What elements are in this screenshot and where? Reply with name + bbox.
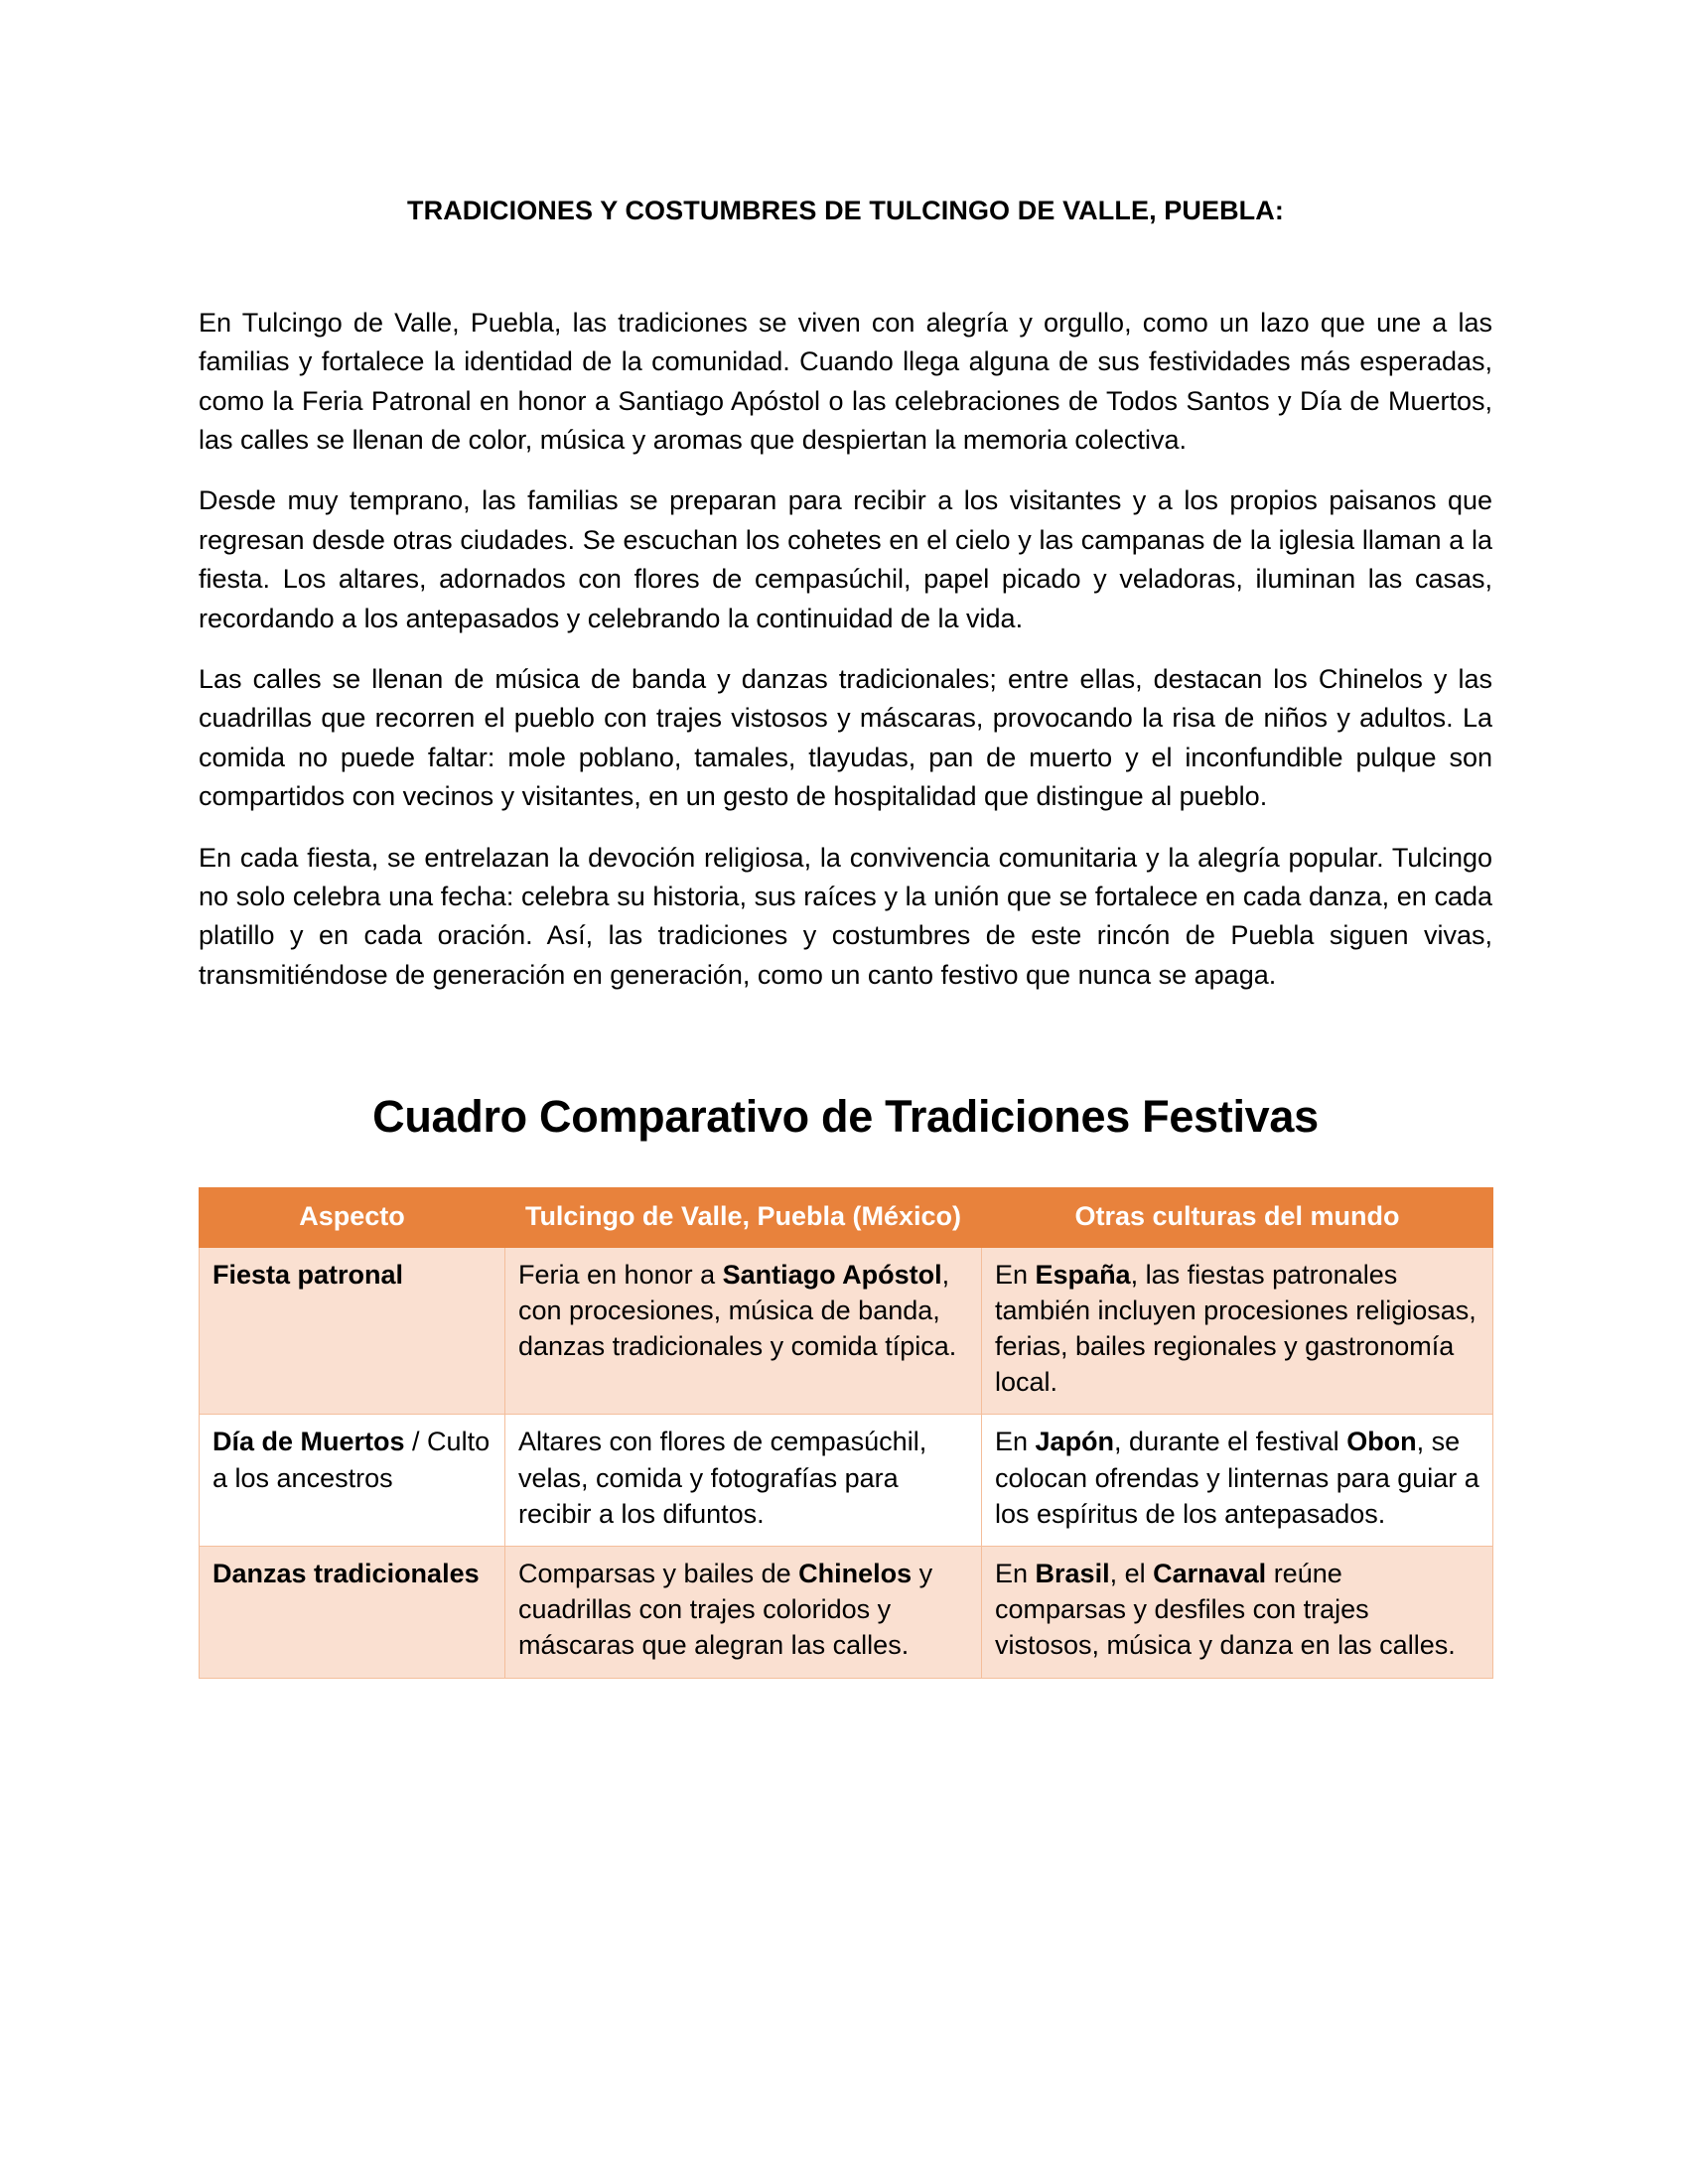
local-pre: Comparsas y bailes de: [518, 1559, 799, 1588]
cell-local: [505, 1247, 982, 1415]
column-header-aspect: Aspecto: [200, 1188, 505, 1248]
paragraph-4: En cada fiesta, se entrelazan la devoción religiosa, la convivencia comunitaria y la alegría popular. Tulcingo no solo celebra una fecha: celebra su historia, sus raíces y la unión que se fortalece en cada danza, en cada platillo y en cada oración. Así, las tradiciones y costumbres de este rincón de Puebla siguen vivas, transmitiéndose de generación en generación, como un canto festivo que nunca se apaga.: [199, 842, 1492, 990]
other-post-2: reúne comparsas y desfiles con trajes vistosos, música y danza en las calles.: [995, 1559, 1456, 1661]
table-row: [200, 1547, 1493, 1679]
table-row: [200, 1415, 1493, 1547]
paragraph-1: En Tulcingo de Valle, Puebla, las tradiciones se viven con alegría y orgullo, como un lazo que une a las familias y fortalece la identidad de la comunidad. Cuando llega alguna de sus festividades más esperadas, como la Feria Patronal en honor a Santiago Apóstol o las celebraciones de Todos Santos y Día de Muertos, las calles se llenan de color, música y aromas que despiertan la memoria colectiva.: [199, 307, 1492, 455]
comparison-table: [199, 1187, 1493, 1678]
table-header: [200, 1188, 1493, 1248]
cell-aspect: [200, 1547, 505, 1679]
local-post: , con procesiones, música de banda, danzas tradicionales y comida típica.: [518, 1259, 957, 1362]
table-body: [200, 1247, 1493, 1678]
cell-other: [982, 1415, 1493, 1547]
aspect-bold: Danzas tradicionales: [212, 1559, 480, 1588]
aspect-bold: Fiesta patronal: [212, 1259, 404, 1290]
table-header-row: [200, 1188, 1493, 1248]
local-pre: Feria en honor a: [518, 1259, 723, 1290]
other-pre: En: [995, 1427, 1036, 1457]
local-bold: Santiago Apóstol: [722, 1259, 942, 1290]
other-post: , el: [1109, 1559, 1154, 1588]
other-bold: Japón: [1035, 1427, 1115, 1457]
other-bold: Brasil: [1035, 1559, 1110, 1588]
section-heading: Cuadro Comparativo de Tradiciones Festivas: [372, 1091, 1319, 1143]
cell-aspect: [200, 1247, 505, 1415]
cell-local: [505, 1415, 982, 1547]
cell-local: [505, 1547, 982, 1679]
other-bold-2: Carnaval: [1153, 1559, 1267, 1588]
aspect-rest: / Culto a los ancestros: [212, 1427, 491, 1493]
local-bold: Chinelos: [798, 1559, 913, 1588]
column-header-local: Tulcingo de Valle, Puebla (México): [505, 1188, 982, 1248]
aspect-bold: Día de Muertos: [212, 1427, 405, 1457]
cell-other: [982, 1547, 1493, 1679]
column-header-other: Otras culturas del mundo: [982, 1188, 1493, 1248]
local-pre: Altares con flores de cempasúchil, velas, comida y fotografías para recibir a los difuntos.: [518, 1427, 927, 1529]
paragraph-3: Las calles se llenan de música de banda y danzas tradicionales; entre ellas, destacan los Chinelos y las cuadrillas que recorren el pueblo con trajes vistosos y máscaras, provocando la risa de niños y adultos. La comida no puede faltar: mole poblano, tamales, tlayudas, pan de muerto y el inconfundible pulque son compartidos con vecinos y visitantes, en un gesto de hospitalidad que distingue al pueblo.: [199, 664, 1492, 812]
document-content: [199, 0, 1492, 1679]
table-row: [200, 1247, 1493, 1415]
other-pre: En: [995, 1259, 1036, 1290]
cell-aspect: [200, 1415, 505, 1547]
paragraph-2: Desde muy temprano, las familias se preparan para recibir a los visitantes y a los propios paisanos que regresan desde otras ciudades. Se escuchan los cohetes en el cielo y las campanas de la iglesia llaman a la fiesta. Los altares, adornados con flores de cempasúchil, papel picado y veladoras, iluminan las casas, recordando a los antepasados y celebrando la continuidad de la vida.: [199, 485, 1492, 633]
other-post: , las fiestas patronales también incluyen procesiones religiosas, ferias, bailes regionales y gastronomía local.: [995, 1259, 1477, 1398]
other-bold: España: [1035, 1259, 1131, 1290]
local-post: y cuadrillas con trajes coloridos y máscaras que alegran las calles.: [518, 1559, 933, 1661]
other-pre: En: [995, 1559, 1036, 1588]
other-post-2: , se colocan ofrendas y linternas para guiar a los espíritus de los antepasados.: [995, 1427, 1479, 1529]
other-post: , durante el festival: [1114, 1427, 1347, 1457]
other-bold-2: Obon: [1346, 1427, 1417, 1457]
comparison-table-wrapper: [199, 1187, 1492, 1678]
body-paragraphs: [199, 304, 1492, 996]
page-title: TRADICIONES Y COSTUMBRES DE TULCINGO DE VALLE, PUEBLA:: [407, 196, 1284, 225]
cell-other: [982, 1247, 1493, 1415]
